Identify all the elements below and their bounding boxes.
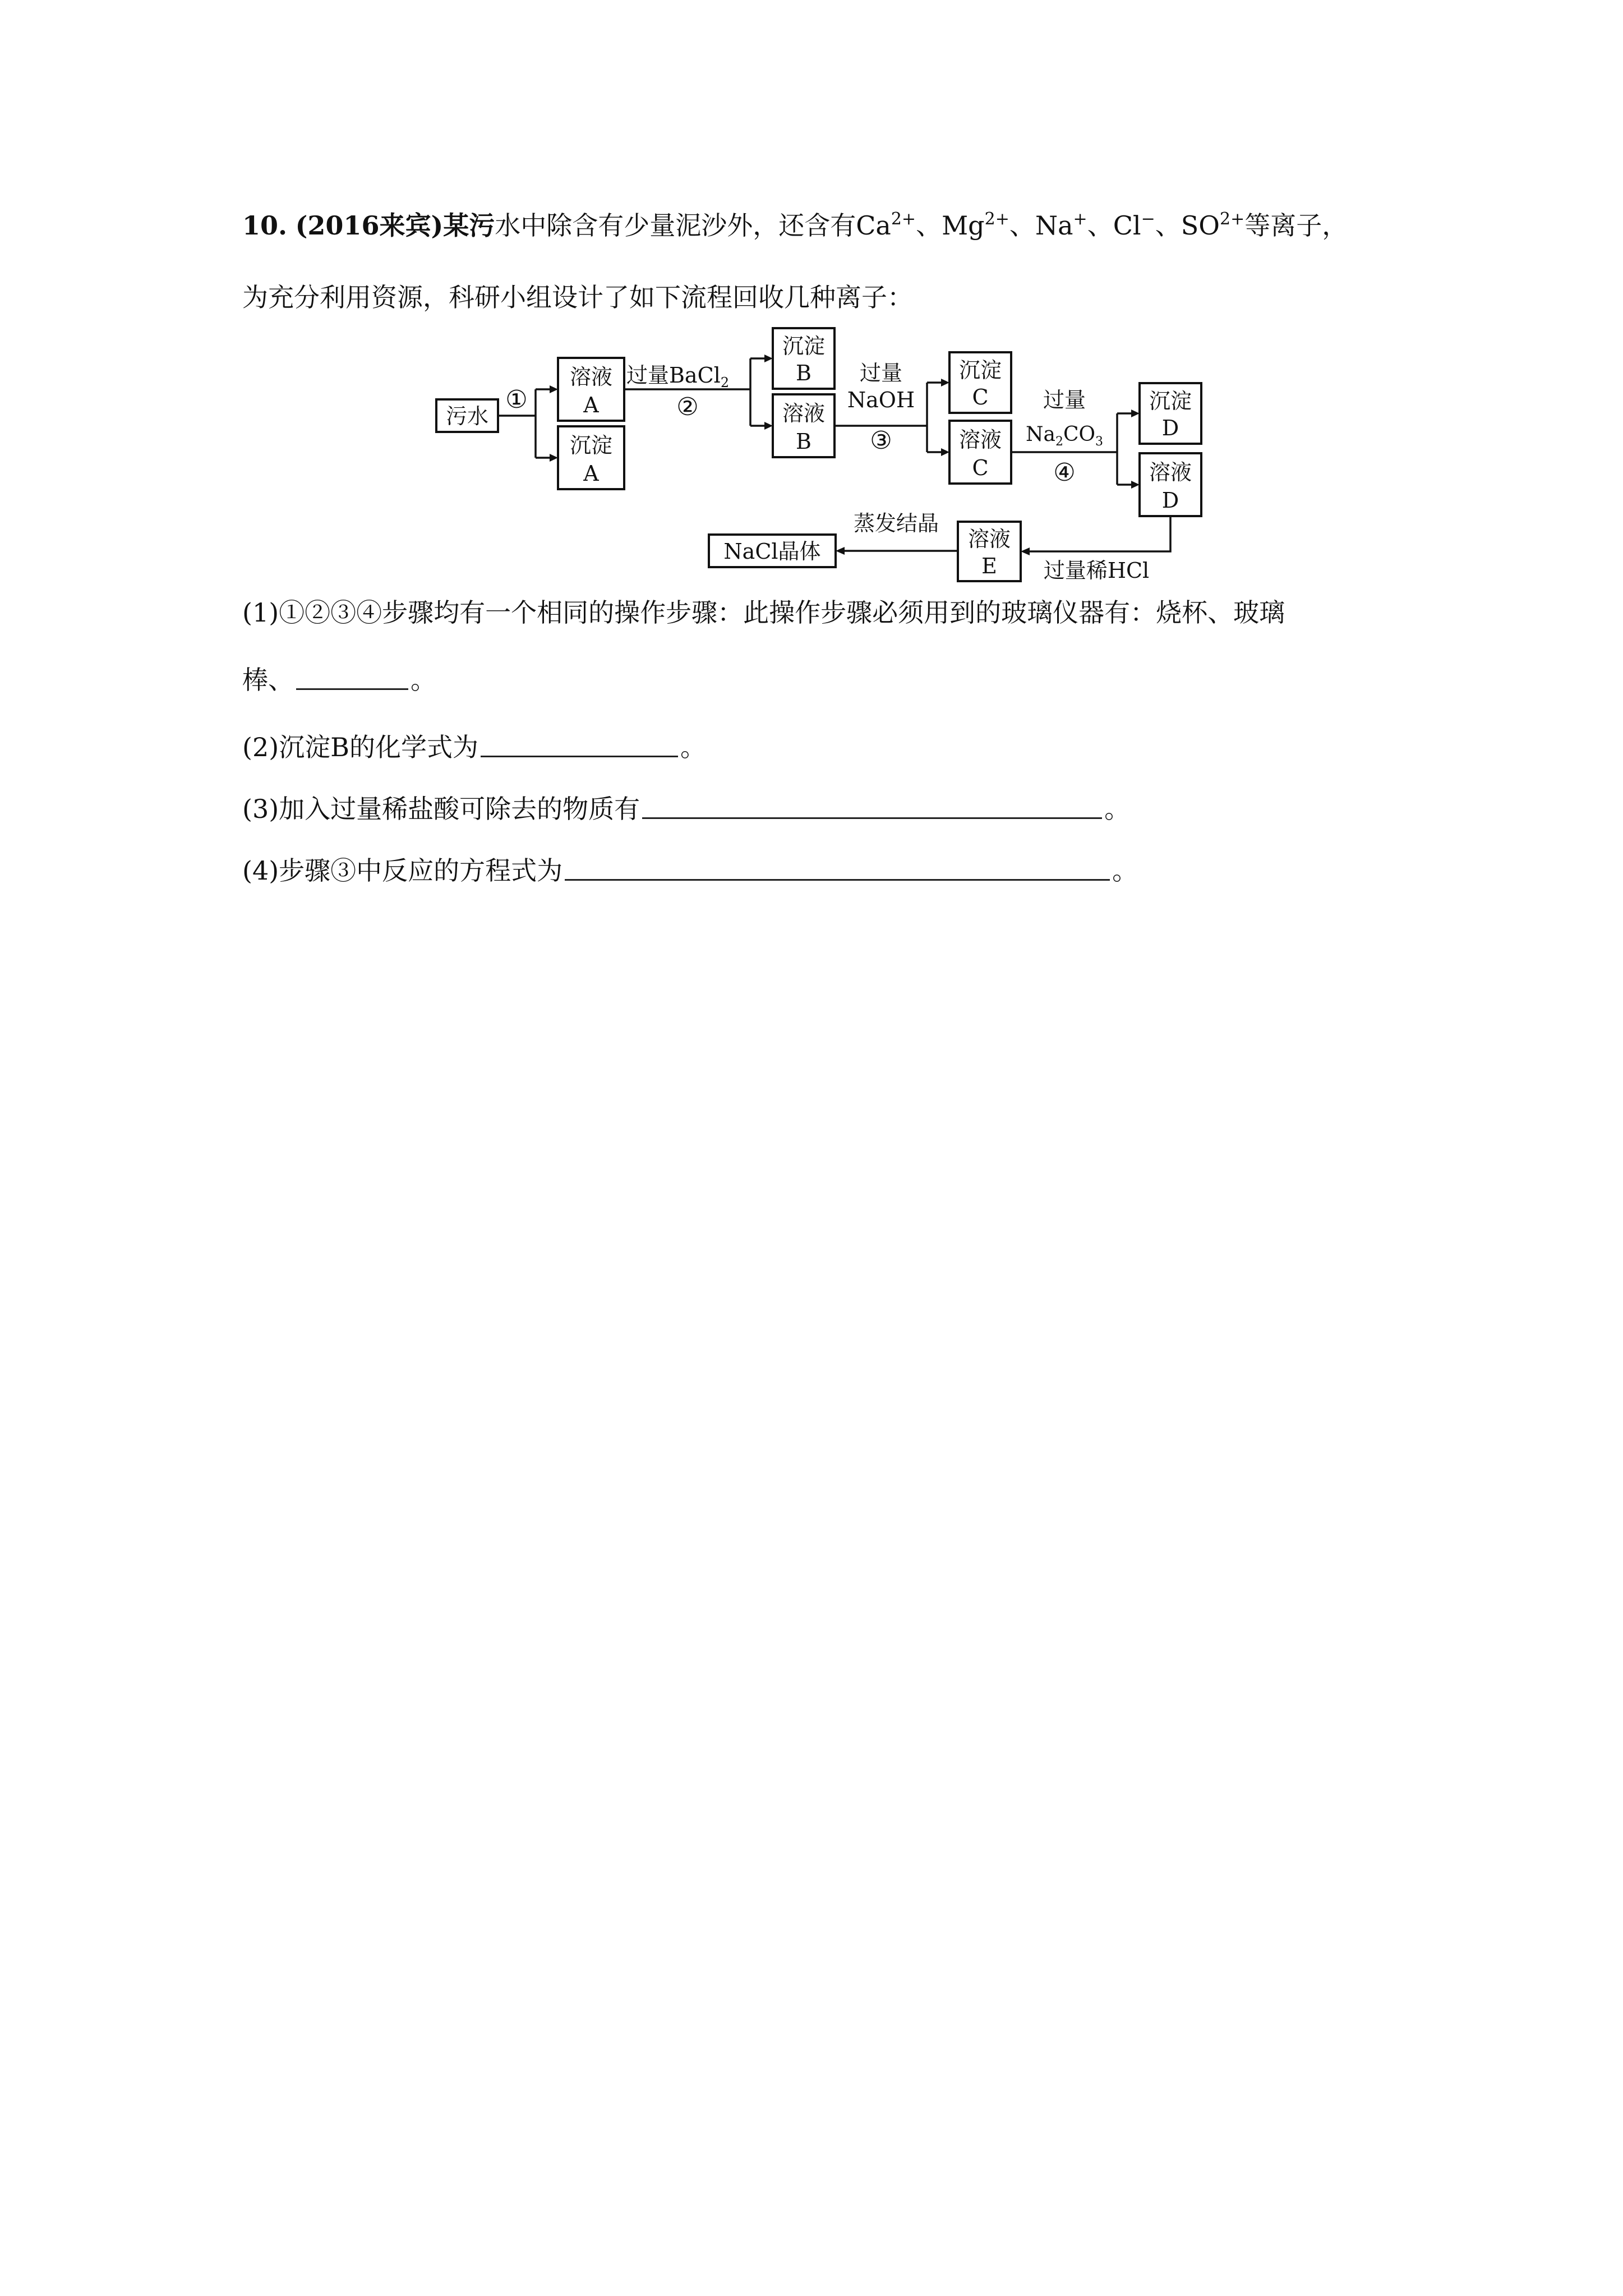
question-number: 10. [242,210,288,241]
question-source: (2016来宾) [295,210,444,241]
answer-blank-2[interactable] [481,733,678,757]
solution-b-label: 溶液 [782,401,826,426]
precipitate-a-letter: A [583,461,599,486]
step-1-marker: ① [505,385,528,414]
precipitate-d-letter: D [1161,416,1179,440]
reagent-na2co3-line2: $Na_2CO_3$ [1025,423,1104,449]
ion-mg: $Mg^{2+}$ [942,209,1009,241]
reagent-bacl2: 过量BaCl$_2$ [626,363,730,390]
answer-blank-3[interactable] [642,795,1102,819]
ion-so4: $SO^{2+}$ [1181,209,1245,241]
step-3-marker: ③ [870,426,892,455]
flow-diagram [432,314,1217,583]
reagent-hcl: 过量稀HCl [1043,558,1150,583]
nacl-crystal-label: NaCl晶体 [723,539,821,564]
solution-c-label: 溶液 [958,427,1002,452]
ion-ca: $Ca^{2+}$ [856,209,916,241]
solution-d-label: 溶液 [1149,460,1192,485]
precipitate-d-label: 沉淀 [1149,389,1192,413]
solution-b-letter: B [796,429,811,454]
question-bold-start: 某污 [443,210,495,241]
solution-c-letter: C [972,455,989,480]
sub-question-1: (1)①②③④步骤均有一个相同的操作步骤：此操作步骤必须用到的玻璃仪器有：烧杯、玻璃 [242,597,1285,628]
precipitate-b-label: 沉淀 [782,334,826,358]
solution-e-label: 溶液 [967,527,1011,551]
precipitate-c-label: 沉淀 [958,358,1002,383]
solution-d-letter: D [1161,488,1179,513]
sub-question-4: (4)步骤③中反应的方程式为 。 [242,855,1138,886]
sub-question-2: (2)沉淀B的化学式为 。 [242,732,706,762]
reagent-naoh-line1: 过量 [859,361,903,385]
answer-blank-4[interactable] [565,857,1110,881]
reagent-na2co3-line1: 过量 [1043,388,1086,412]
precipitate-c-letter: C [972,385,989,409]
ion-cl: Cl− [1113,209,1155,241]
question-line-2: 为充分利用资源，科研小组设计了如下流程回收几种离子： [242,282,913,312]
ion-na: Na+ [1035,209,1087,241]
question-line-1: 10. (2016来宾)某污水中除含有少量泥沙外，还含有$Ca^{2+}$、$Mg^{2+}$、Na+、Cl−、$SO^{2+}$等离子， [242,209,1348,241]
wastewater-label: 污水 [445,404,489,429]
answer-blank-1[interactable] [296,666,408,690]
reagent-naoh-line2: NaOH [847,388,915,412]
precipitate-a-label: 沉淀 [569,433,613,458]
step-4-marker: ④ [1053,458,1076,487]
step-2-marker: ② [676,393,699,421]
evaporate-crystallize-label: 蒸发结晶 [853,511,939,536]
sub-question-1-cont: 棒、 。 [242,665,436,695]
question-text: 水中除含有少量泥沙外，还含有 [495,210,856,241]
solution-a-letter: A [583,393,599,417]
solution-a-label: 溶液 [569,365,613,389]
solution-e-letter: E [981,554,997,578]
question-line1-end: 等离子， [1244,210,1348,241]
precipitate-b-letter: B [796,361,811,385]
sub-question-3: (3)加入过量稀盐酸可除去的物质有 。 [242,794,1131,824]
